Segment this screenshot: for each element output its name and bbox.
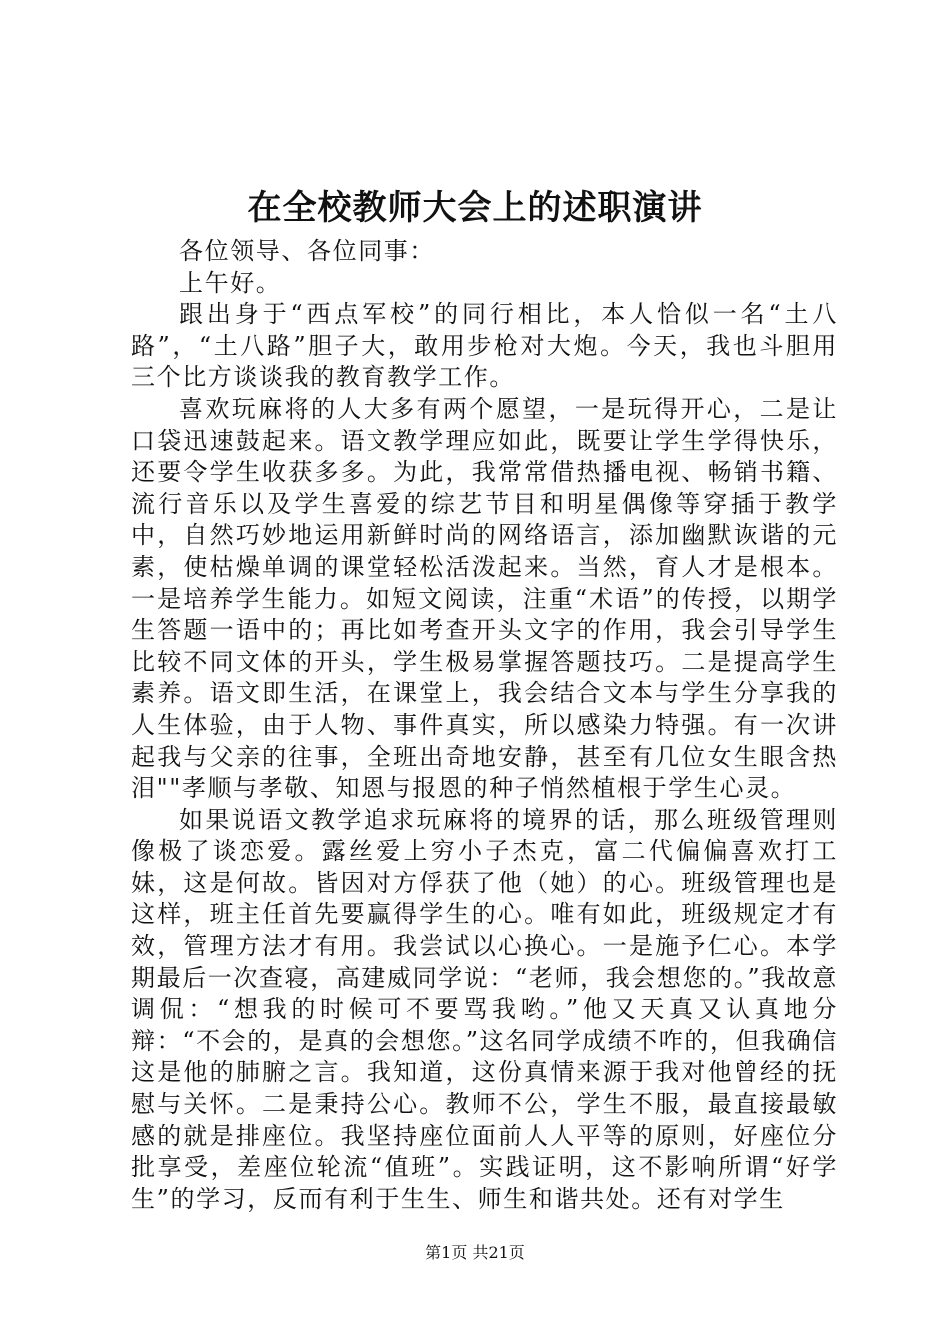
- greeting-paragraph: 上午好。: [179, 268, 282, 297]
- page-number-footer: 第1页 共21页: [425, 1243, 525, 1262]
- class-management-paragraph: 如果说语文教学追求玩麻将的境界的话，那么班级管理则像极了谈恋爱。露丝爱上穷小子杰克，富二代偏偏喜欢打工妹，这是何故。皆因对方俘获了他（她）的心。班级管理也是这样，班主任首先要赢得学生的心。唯有如此，班级规定才有效，管理方法才有用。我尝试以心换心。一是施予仁心。本学期最后一次查寝，高建威同学说：“老师，我会想您的。”我故意调侃：“想我的时候可不要骂我哟。”他又天真又认真地分辩：“不会的，是真的会想您。”这名同学成绩不咋的，但我确信这是他的肺腑之言。我知道，这份真情来源于我对他曾经的抚慰与关怀。二是秉持公心。教师不公，学生不服，最直接最敏感的就是排座位。我坚持座位面前人人平等的原则，好座位分批享受，差座位轮流“值班”。实践证明，这不影响所谓“好学生”的学习，反而有利于生生、师生和谐共处。还有对学生: [131, 805, 838, 1213]
- document-body: [131, 236, 838, 1215]
- teaching-paragraph: 喜欢玩麻将的人大多有两个愿望，一是玩得开心，二是让口袋迅速鼓起来。语文教学理应如此，既要让学生学得快乐，还要令学生收获多多。为此，我常常借热播电视、畅销书籍、流行音乐以及学生喜爱的综艺节目和明星偶像等穿插于教学中，自然巧妙地运用新鲜时尚的网络语言，添加幽默诙谐的元素，使枯燥单调的课堂轻松活泼起来。当然，育人才是根本。一是培养学生能力。如短文阅读，注重“术语”的传授，以期学生答题一语中的；再比如考查开头文字的作用，我会引导学生比较不同文体的开头，学生极易掌握答题技巧。二是提高学生素养。语文即生活，在课堂上，我会结合文本与学生分享我的人生体验，由于人物、事件真实，所以感染力特强。有一次讲起我与父亲的往事，全班出奇地安静，甚至有几位女生眼含热泪""孝顺与孝敬、知恩与报恩的种子悄然植根于学生心灵。: [131, 394, 838, 803]
- salutation-paragraph: 各位领导、各位同事：: [179, 237, 435, 265]
- intro-paragraph: 跟出身于“西点军校”的同行相比，本人恰似一名“土八路”，“土八路”胆子大，敢用步枪对大炮。今天，我也斗胆用三个比方谈谈我的教育教学工作。: [131, 300, 838, 392]
- document-title: 在全校教师大会上的述职演讲: [247, 188, 703, 228]
